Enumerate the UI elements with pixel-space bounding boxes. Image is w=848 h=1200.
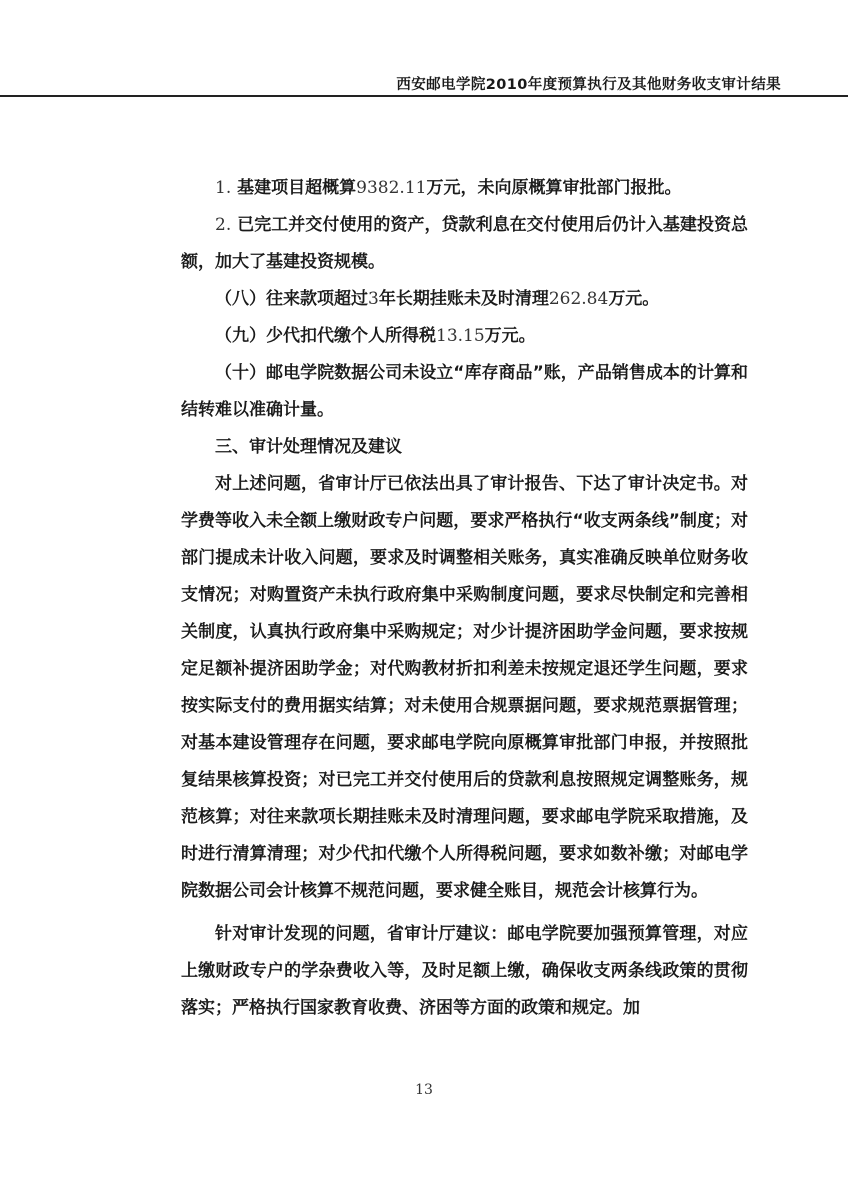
item-1 — [181, 170, 748, 207]
item-8-text-c: 万元。 — [608, 289, 660, 309]
item-9 — [181, 318, 748, 355]
item-2-number: 2. — [215, 215, 232, 235]
item-8 — [181, 281, 748, 318]
item-2 — [181, 207, 748, 281]
item-8-amount: 262.84 — [548, 289, 609, 309]
item-1-text-a: 基建项目超概算 — [237, 178, 357, 198]
running-header: 西安邮电学院2010年度预算执行及其他财务收支审计结果 — [396, 77, 781, 93]
section-3-heading: 三、审计处理情况及建议 — [215, 437, 402, 457]
item-1-text-b: 万元，未向原概算审批部门报批。 — [426, 178, 682, 198]
item-8-text-b: 年长期挂账未及时清理 — [378, 289, 549, 309]
item-8-years: 3 — [368, 289, 379, 309]
item-8-text-a: （八）往来款项超过 — [215, 289, 368, 309]
item-2-text: 已完工并交付使用的资产，贷款利息在交付使用后仍计入基建投资总额，加大了基建投资规模。 — [181, 215, 749, 272]
item-1-amount: 9382.11 — [356, 178, 427, 198]
item-9-text-b: 万元。 — [484, 326, 536, 346]
paragraph-handling: 对上述问题，省审计厅已依法出具了审计报告、下达了审计决定书。对学费等收入未全额上缴财政专户问题，要求严格执行“收支两条线”制度；对部门提成未计收入问题，要求及时调整相关账务，真实准确反映单位财务收支情况；对购置资产未执行政府集中采购制度问题，要求尽快制定和完善相关制度，认真执行政府集中采购规定；对少计提济困助学金问题，要求按规定足额补提济困助学金；对代购教材折扣利差未按规定退还学生问题，要求按实际支付的费用据实结算；对未使用合规票据问题，要求规范票据管理；对基本建设管理存在问题，要求邮电学院向原概算审批部门申报，并按照批复结果核算投资；对已完工并交付使用后的贷款利息按照规定调整账务，规范核算；对往来款项长期挂账未及时清理问题，要求邮电学院采取措施，及时进行清算清理；对少代扣代缴个人所得税问题，要求如数补缴；对邮电学院数据公司会计核算不规范问题，要求健全账目，规范会计核算行为。 — [181, 474, 748, 901]
item-9-amount: 13.15 — [436, 326, 485, 346]
item-9-text-a: （九）少代扣代缴个人所得税 — [215, 326, 436, 346]
item-10: （十）邮电学院数据公司未设立“库存商品”账，产品销售成本的计算和结转难以准确计量。 — [181, 363, 748, 420]
header-rule — [0, 95, 848, 97]
document-body — [181, 170, 748, 1027]
paragraph-suggestion: 针对审计发现的问题，省审计厅建议：邮电学院要加强预算管理，对应上缴财政专户的学杂费收入等，及时足额上缴，确保收支两条线政策的贯彻落实；严格执行国家教育收费、济困等方面的政策和规定。加 — [181, 924, 748, 1018]
item-1-number: 1. — [215, 178, 232, 198]
page-number: 13 — [415, 1082, 433, 1098]
